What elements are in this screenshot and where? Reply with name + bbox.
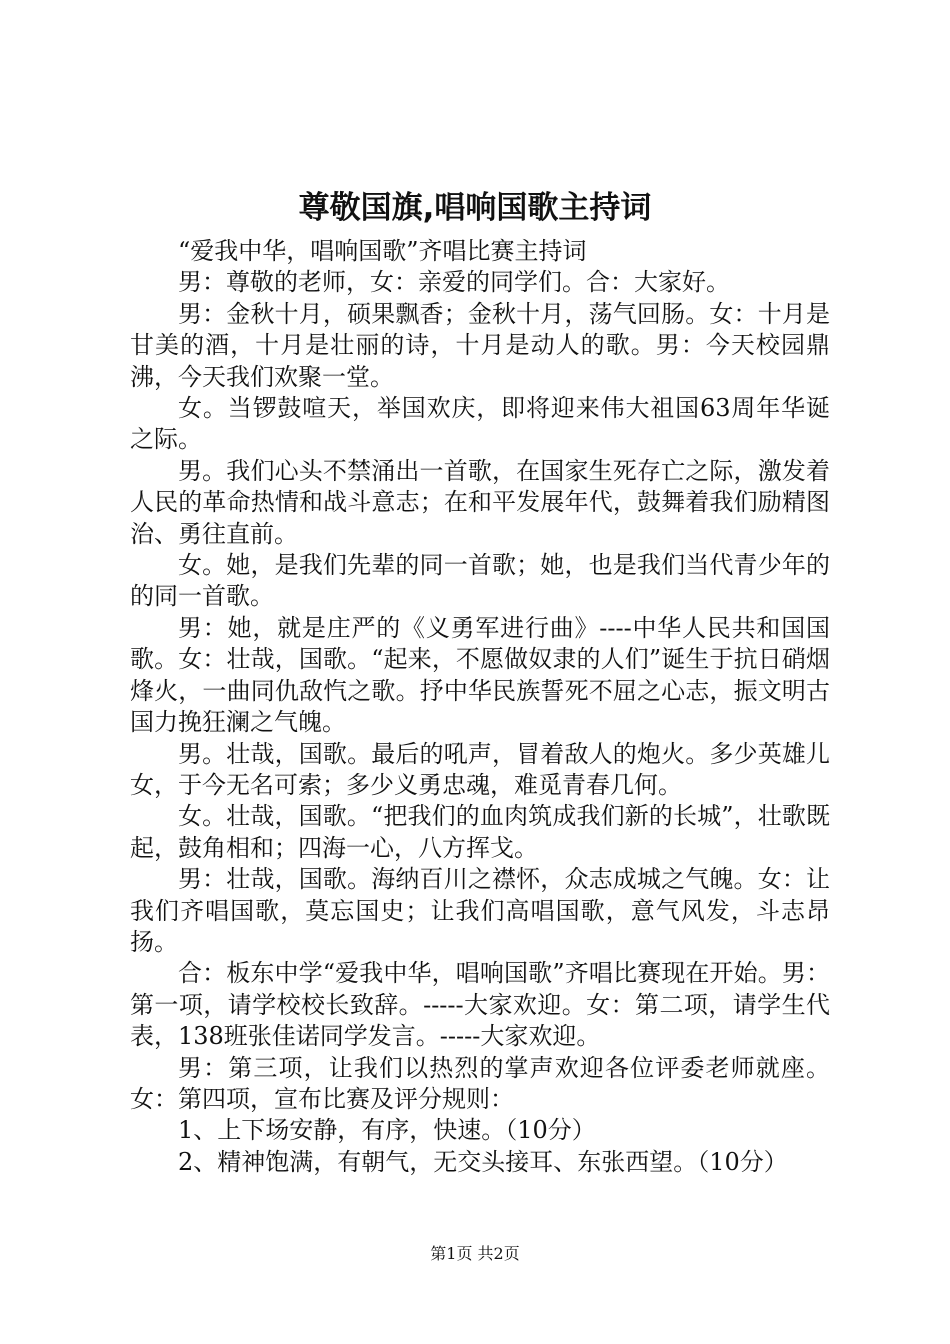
paragraph: 男。我们心头不禁涌出一首歌，在国家生死存亡之际，激发着人民的革命热情和战斗意志；在和平发展年代，鼓舞着我们励精图治、勇往直前。 xyxy=(130,456,830,548)
paragraph: 男：金秋十月，硕果飘香；金秋十月，荡气回肠。女：十月是甘美的酒，十月是壮丽的诗，十月是动人的歌。男：今天校园鼎沸，今天我们欢聚一堂。 xyxy=(130,299,830,391)
document-body xyxy=(130,236,830,1178)
rule-item: 1、上下场安静，有序，快速。（10分） xyxy=(178,1116,596,1145)
paragraph: 男。壮哉，国歌。最后的吼声，冒着敌人的炮火。多少英雄儿女，于今无名可索；多少义勇忠魂，难觅青春几何。 xyxy=(130,739,830,799)
page-number: 第1页 共2页 xyxy=(430,1244,520,1263)
rule-item: 2、精神饱满，有朝气，无交头接耳、东张西望。（10分） xyxy=(178,1147,788,1176)
paragraph: 男：壮哉，国歌。海纳百川之襟怀，众志成城之气魄。女：让我们齐唱国歌，莫忘国史；让我们高唱国歌，意气风发，斗志昂扬。 xyxy=(130,865,830,956)
paragraph: 男：她，就是庄严的《义勇军进行曲》----中华人民共和国国歌。女：壮哉，国歌。“起来，不愿做奴隶的人们”诞生于抗日硝烟烽火，一曲同仇敌忾之歌。抒中华民族誓死不屈之心志，振文明古国力挽狂澜之气魄。 xyxy=(130,613,830,737)
document-title: 尊敬国旗,唱响国歌主持词 xyxy=(298,190,652,226)
paragraph: 女。当锣鼓喧天，举国欢庆，即将迎来伟大祖国63周年华诞之际。 xyxy=(130,394,830,454)
paragraph: 合：板东中学“爱我中华，唱响国歌”齐唱比赛现在开始。男：第一项，请学校校长致辞。-----大家欢迎。女：第二项，请学生代表，138班张佳诺同学发言。-----大家欢迎。 xyxy=(130,959,830,1051)
paragraph: 男：第三项，让我们以热烈的掌声欢迎各位评委老师就座。女：第四项，宣布比赛及评分规则： xyxy=(130,1053,830,1113)
paragraph: 男：尊敬的老师，女：亲爱的同学们。合：大家好。 xyxy=(178,268,730,297)
paragraph: “爱我中华，唱响国歌”齐唱比赛主持词 xyxy=(178,237,587,265)
paragraph: 女。壮哉，国歌。“把我们的血肉筑成我们新的长城”，壮歌既起，鼓角相和；四海一心，八方挥戈。 xyxy=(130,802,830,862)
paragraph: 女。她，是我们先辈的同一首歌；她，也是我们当代青少年的的同一首歌。 xyxy=(130,551,830,611)
